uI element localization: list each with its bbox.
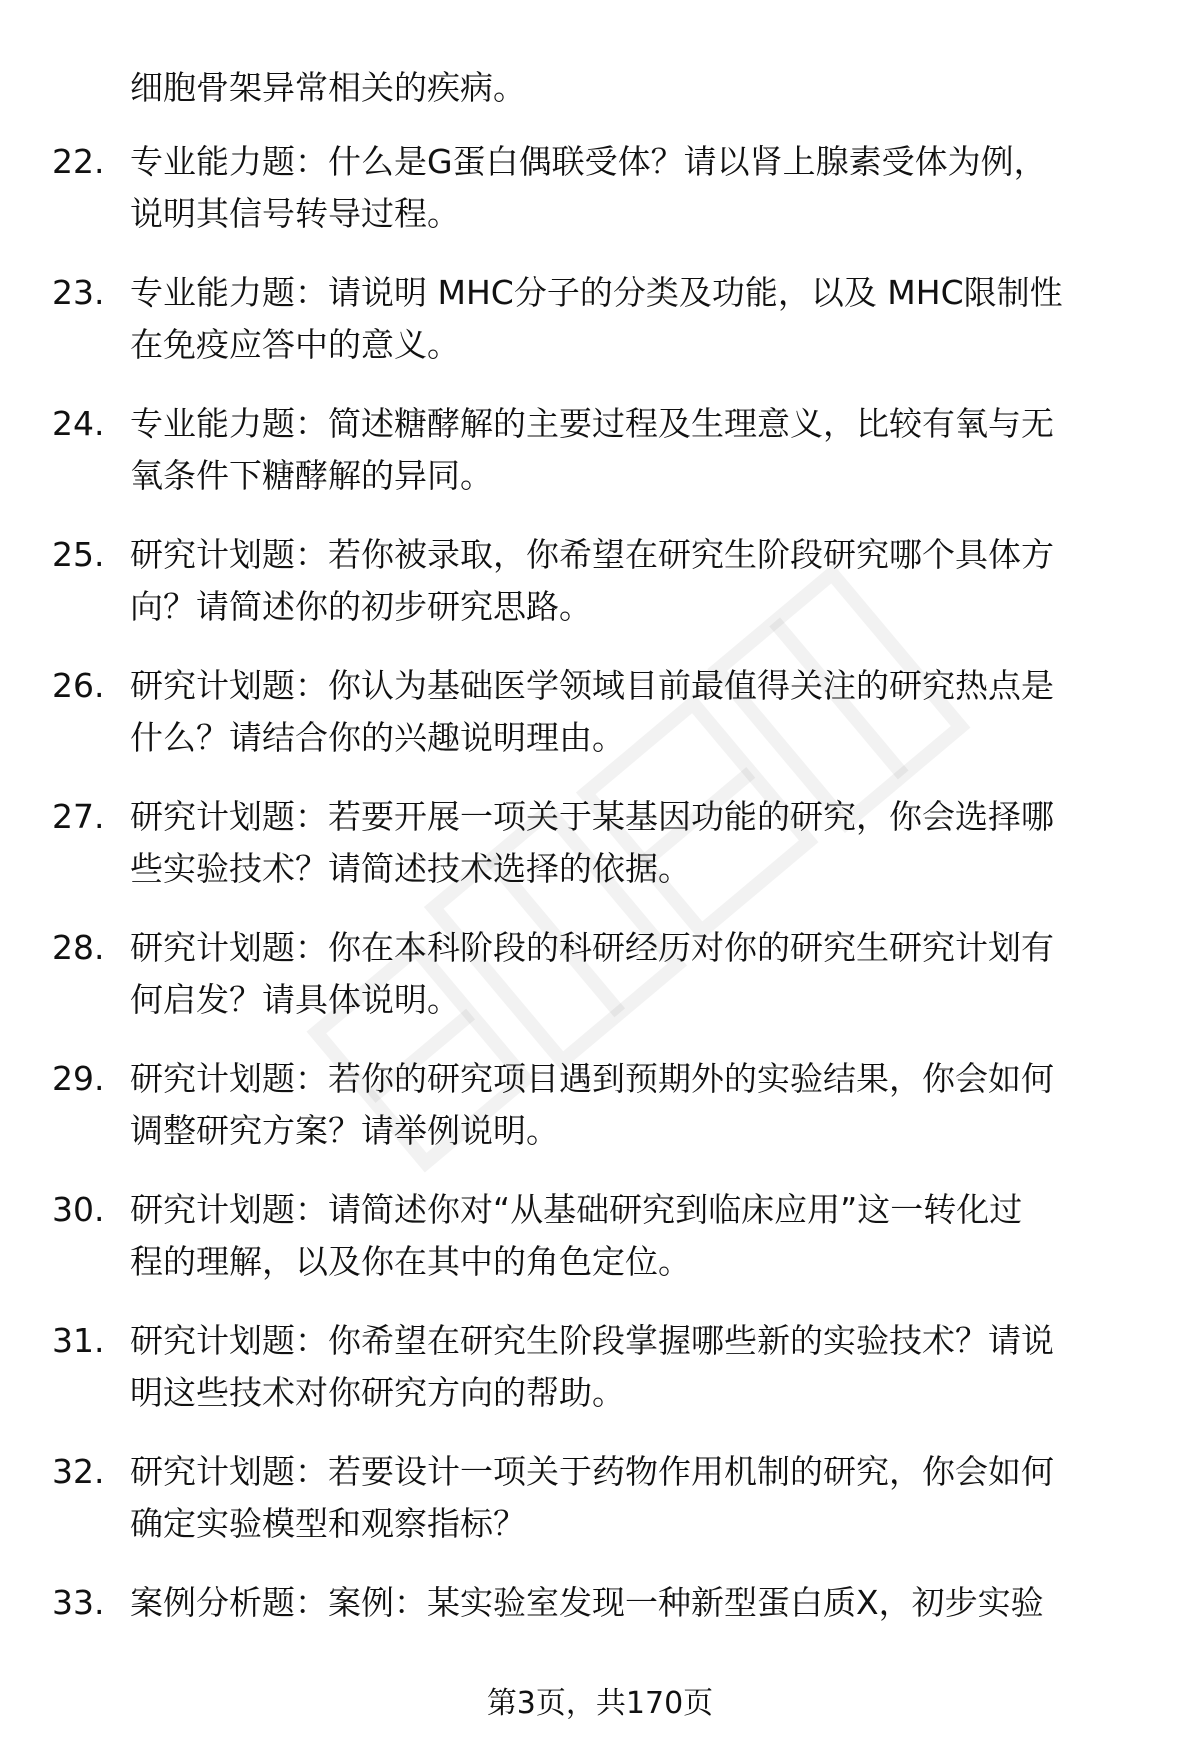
question-text: [130, 1053, 1170, 1157]
question-text-line: 说明其信号转导过程。: [130, 194, 460, 233]
question-number: 26.: [52, 666, 105, 705]
question-number: 23.: [52, 273, 105, 312]
question-number: 22.: [52, 142, 105, 181]
question-text: [130, 398, 1170, 502]
question-number: 31.: [52, 1321, 105, 1360]
question-text-line: 研究计划题：你希望在研究生阶段掌握哪些新的实验技术？请说: [130, 1321, 1054, 1360]
question-text-line: 氧条件下糖酵解的异同。: [130, 456, 493, 495]
question-text-line: 研究计划题：你在本科阶段的科研经历对你的研究生研究计划有: [130, 928, 1054, 967]
question-number: 33.: [52, 1583, 105, 1622]
question-item: [0, 136, 1200, 267]
question-item: [0, 398, 1200, 529]
question-text: [130, 660, 1170, 764]
question-text: [130, 1184, 1170, 1288]
question-text: [130, 1315, 1170, 1419]
question-text-line: 专业能力题：请说明 MHC分子的分类及功能，以及 MHC限制性: [130, 273, 1063, 312]
question-text-line: 研究计划题：若你被录取，你希望在研究生阶段研究哪个具体方: [130, 535, 1054, 574]
question-text-line: 研究计划题：若要设计一项关于药物作用机制的研究，你会如何: [130, 1452, 1054, 1491]
question-item: [0, 660, 1200, 791]
question-number: 28.: [52, 928, 105, 967]
question-text-line: 在免疫应答中的意义。: [130, 325, 460, 364]
question-text-line: 向？请简述你的初步研究思路。: [130, 587, 592, 626]
question-text: [130, 136, 1170, 240]
question-text-line: 研究计划题：若要开展一项关于某基因功能的研究，你会选择哪: [130, 797, 1054, 836]
page-footer: 第3页，共170页: [486, 1686, 714, 1721]
question-number: 30.: [52, 1190, 105, 1229]
question-number: 25.: [52, 535, 105, 574]
question-text-line: 研究计划题：你认为基础医学领域目前最值得关注的研究热点是: [130, 666, 1054, 705]
question-number: 32.: [52, 1452, 105, 1491]
question-text-line: 何启发？请具体说明。: [130, 980, 460, 1019]
question-item: [0, 1315, 1200, 1446]
question-text-line: 什么？请结合你的兴趣说明理由。: [130, 718, 625, 757]
previous-question-continuation: 细胞骨架异常相关的疾病。: [130, 68, 526, 107]
question-text-line: 明这些技术对你研究方向的帮助。: [130, 1373, 625, 1412]
question-text: [130, 922, 1170, 1026]
question-text-line: 专业能力题：简述糖酵解的主要过程及生理意义，比较有氧与无: [130, 404, 1054, 443]
question-text: [130, 1446, 1170, 1550]
question-text-line: 研究计划题：若你的研究项目遇到预期外的实验结果，你会如何: [130, 1059, 1054, 1098]
question-text-line: 研究计划题：请简述你对“从基础研究到临床应用”这一转化过: [130, 1190, 1023, 1229]
question-item: [0, 922, 1200, 1053]
question-number: 27.: [52, 797, 105, 836]
question-item: [0, 529, 1200, 660]
question-text: [130, 1577, 1170, 1629]
question-text-line: 程的理解，以及你在其中的角色定位。: [130, 1242, 691, 1281]
question-text-line: 专业能力题：什么是G蛋白偶联受体？请以肾上腺素受体为例，: [130, 142, 1047, 181]
question-text: [130, 267, 1170, 371]
question-text: [130, 791, 1170, 895]
question-number: 29.: [52, 1059, 105, 1098]
question-text-line: 些实验技术？请简述技术选择的依据。: [130, 849, 691, 888]
question-text: [130, 529, 1170, 633]
question-number: 24.: [52, 404, 105, 443]
question-item: [0, 267, 1200, 398]
question-item: [0, 1184, 1200, 1315]
question-text-line: 案例分析题：案例：某实验室发现一种新型蛋白质X，初步实验: [130, 1583, 1044, 1622]
question-text-line: 调整研究方案？请举例说明。: [130, 1111, 559, 1150]
question-text-line: 确定实验模型和观察指标？: [130, 1504, 526, 1543]
question-item: [0, 1446, 1200, 1577]
question-list: [0, 136, 1200, 1708]
question-item: [0, 1053, 1200, 1184]
question-item: [0, 791, 1200, 922]
